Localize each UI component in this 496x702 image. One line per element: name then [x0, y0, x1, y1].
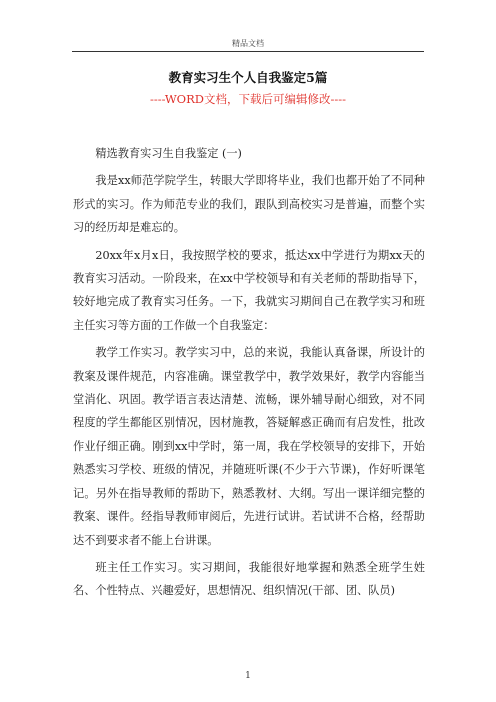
document-title: 教育实习生个人自我鉴定5篇 [168, 70, 328, 85]
document-body [73, 142, 425, 607]
page-number: 1 [245, 671, 251, 681]
header-label: 精品文档 [232, 39, 264, 48]
paragraph: 教学工作实习。教学实习中，总的来说，我能认真备课，所设计的教案及课件规范，内容准确。课堂教学中，教学效果好，教学内容能当堂消化、巩固。教学语言表达清楚、流畅，课外辅导耐心细致，对不同程度的学生都能区别情况，因材施教，答疑解惑正确而有启发性，批改作业仔细正确。刚到xx中学时，第一周，我在学校领导的安排下，开始熟悉实习学校、班级的情况，并随班听课(不少于六节课)，作好听课笔记。另外在指导教师的帮助下，熟悉教材、大纲。写出一课详细完整的教案、课件。经指导教师审阅后，先进行试讲。若试讲不合格，经帮助达不到要求者不能上台讲课。 [73, 346, 425, 547]
document-subtitle: ----WORD文档，下载后可编辑修改---- [149, 92, 347, 106]
header-divider [72, 51, 424, 52]
section-heading: 精选教育实习生自我鉴定 (一) [95, 147, 242, 160]
paragraph: 我是xx师范学院学生，转眼大学即将毕业，我们也都开始了不同种形式的实习。作为师范专业的我们，跟队到高校实习是普遍，而整个实习的经历却是难忘的。 [73, 174, 425, 235]
paragraph: 20xx年x月x日，我按照学校的要求，抵达xx中学进行为期xx天的教育实习活动。一阶段来，在xx中学校领导和有关老师的帮助指导下，较好地完成了教育实习任务。一下，我就实习期间自己在教学实习和班主任实习等方面的工作做一个自我鉴定： [73, 248, 425, 332]
paragraph: 班主任工作实习。实习期间，我能很好地掌握和熟悉全班学生姓名、个性特点、兴趣爱好，思想情况、组织情况(干部、团、队员) [73, 560, 425, 598]
